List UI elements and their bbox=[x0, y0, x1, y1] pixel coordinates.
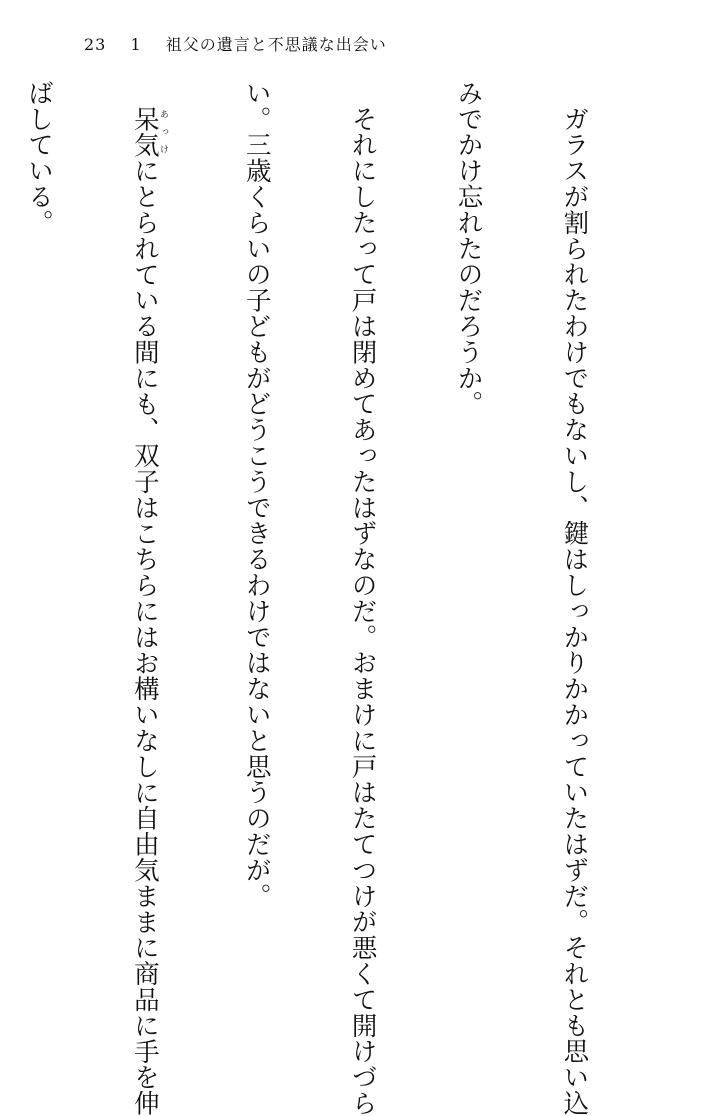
vertical-text-body bbox=[0, 80, 662, 1116]
running-header bbox=[84, 32, 387, 55]
chapter-number: 1 bbox=[130, 35, 142, 54]
page-number: 23 bbox=[84, 35, 107, 54]
text-line: ガラスが割られたわけでもないし、鍵はしっかりかかっていたはずだ。それとも思い込 bbox=[559, 80, 590, 1116]
text-line: い。三歳くらいの子どもがどうこうできるわけではないと思うのだが。 bbox=[241, 80, 272, 909]
text-line bbox=[127, 80, 168, 1116]
text-line: みでかけ忘れたのだろうか。 bbox=[453, 80, 484, 417]
ruby-reading: あっけ bbox=[157, 105, 168, 158]
text-line-rest: にとられている間にも、双子はこちらにはお構いなしに自由気ままに商品に手を伸 bbox=[129, 157, 160, 1116]
furigana-word bbox=[129, 105, 168, 158]
ruby-base: 呆気 bbox=[129, 105, 160, 158]
text-line: それにしたって戸は閉めてあったはずなのだ。おまけに戸はたてつけが悪くて開けづら bbox=[347, 80, 378, 1116]
text-line: ばしている。 bbox=[23, 80, 54, 236]
chapter-title: 祖父の遺言と不思議な出会い bbox=[165, 35, 387, 54]
